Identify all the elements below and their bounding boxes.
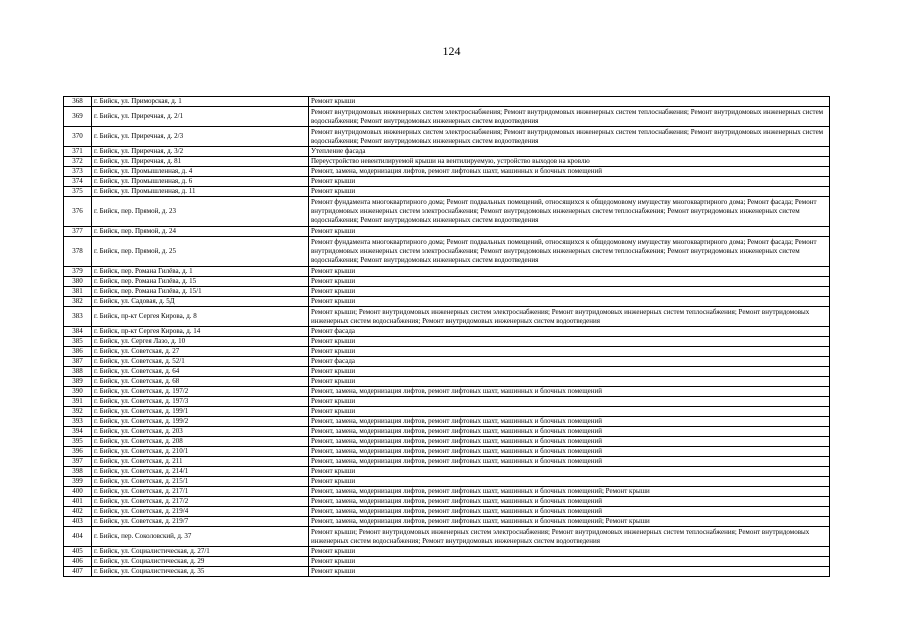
row-number: 369 — [64, 107, 92, 127]
work-type-cell: Ремонт фундамента многоквартирного дома; Ремонт подвальных помещений, относящихся к общедомовому имуществу многоквартирного дома; Ремонт фасада; Ремонт внутридомовых инженерных систем электроснабжения; Ремонт внутридомовых инженерных систем теплоснабжения; Ремонт внутридомовых инженерных систем водоснабжения; Ремонт внутридомовых инженерных систем водоотведения — [309, 197, 830, 227]
table-row — [64, 397, 830, 407]
table-row — [64, 547, 830, 557]
table-row — [64, 327, 830, 337]
address-cell: г. Бийск, ул. Промышленная, д. 11 — [92, 187, 309, 197]
table-body — [64, 97, 830, 577]
row-number: 399 — [64, 477, 92, 487]
address-cell: г. Бийск, ул. Советская, д. 214/1 — [92, 467, 309, 477]
address-cell: г. Бийск, ул. Советская, д. 210/1 — [92, 447, 309, 457]
work-type-cell: Ремонт крыши — [309, 297, 830, 307]
address-cell: г. Бийск, ул. Сергея Лазо, д. 10 — [92, 337, 309, 347]
work-type-cell: Ремонт крыши — [309, 337, 830, 347]
page-number: 124 — [442, 44, 461, 58]
work-type-cell: Ремонт крыши — [309, 97, 830, 107]
table-row — [64, 367, 830, 377]
row-number: 403 — [64, 517, 92, 527]
address-cell: г. Бийск, ул. Социалистическая, д. 27/1 — [92, 547, 309, 557]
address-cell: г. Бийск, ул. Советская, д. 217/1 — [92, 487, 309, 497]
work-type-cell: Ремонт крыши; Ремонт внутридомовых инженерных систем электроснабжения; Ремонт внутридомовых инженерных систем теплоснабжения; Ремонт внутридомовых инженерных систем водоснабжения; Ремонт внутридомовых инженерных систем водоотведения — [309, 307, 830, 327]
work-type-cell: Ремонт фундамента многоквартирного дома; Ремонт подвальных помещений, относящихся к общедомовому имуществу многоквартирного дома; Ремонт фасада; Ремонт внутридомовых инженерных систем электроснабжения; Ремонт внутридомовых инженерных систем теплоснабжения; Ремонт внутридомовых инженерных систем водоснабжения; Ремонт внутридомовых инженерных систем водоотведения — [309, 237, 830, 267]
address-cell: г. Бийск, ул. Советская, д. 197/2 — [92, 387, 309, 397]
address-cell: г. Бийск, пер. Романа Гилёва, д. 1 — [92, 267, 309, 277]
address-cell: г. Бийск, ул. Садовая, д. 5Д — [92, 297, 309, 307]
row-number: 405 — [64, 547, 92, 557]
table-row — [64, 407, 830, 417]
address-cell: г. Бийск, ул. Советская, д. 211 — [92, 457, 309, 467]
table-row — [64, 107, 830, 127]
work-type-cell: Ремонт, замена, модернизация лифтов, ремонт лифтовых шахт, машинных и блочных помещений — [309, 497, 830, 507]
address-cell: г. Бийск, ул. Промышленная, д. 4 — [92, 167, 309, 177]
row-number: 371 — [64, 147, 92, 157]
table-row — [64, 437, 830, 447]
row-number: 374 — [64, 177, 92, 187]
row-number: 379 — [64, 267, 92, 277]
work-type-cell: Ремонт фасада — [309, 357, 830, 367]
row-number: 370 — [64, 127, 92, 147]
table-row — [64, 377, 830, 387]
row-number: 373 — [64, 167, 92, 177]
table-row — [64, 307, 830, 327]
table-row — [64, 167, 830, 177]
row-number: 397 — [64, 457, 92, 467]
address-cell: г. Бийск, пер. Романа Гилёва, д. 15/1 — [92, 287, 309, 297]
address-cell: г. Бийск, пер. Соколовский, д. 37 — [92, 527, 309, 547]
work-type-cell: Ремонт крыши — [309, 547, 830, 557]
work-type-cell: Ремонт, замена, модернизация лифтов, ремонт лифтовых шахт, машинных и блочных помещений — [309, 387, 830, 397]
work-type-cell: Ремонт, замена, модернизация лифтов, ремонт лифтовых шахт, машинных и блочных помещений — [309, 447, 830, 457]
table-row — [64, 527, 830, 547]
row-number: 401 — [64, 497, 92, 507]
work-type-cell: Ремонт, замена, модернизация лифтов, ремонт лифтовых шахт, машинных и блочных помещений — [309, 437, 830, 447]
row-number: 384 — [64, 327, 92, 337]
table-row — [64, 387, 830, 397]
address-cell: г. Бийск, ул. Советская, д. 199/1 — [92, 407, 309, 417]
row-number: 378 — [64, 237, 92, 267]
work-type-cell: Ремонт внутридомовых инженерных систем электроснабжения; Ремонт внутридомовых инженерных систем теплоснабжения; Ремонт внутридомовых инженерных систем водоснабжения; Ремонт внутридомовых инженерных систем водоотведения — [309, 127, 830, 147]
table-row — [64, 267, 830, 277]
table-row — [64, 237, 830, 267]
work-type-cell: Ремонт крыши — [309, 347, 830, 357]
table-row — [64, 357, 830, 367]
address-cell: г. Бийск, ул. Советская, д. 197/3 — [92, 397, 309, 407]
address-cell: г. Бийск, ул. Приречная, д. 2/3 — [92, 127, 309, 147]
address-cell: г. Бийск, пер. Прямой, д. 24 — [92, 227, 309, 237]
address-cell: г. Бийск, ул. Промышленная, д. 6 — [92, 177, 309, 187]
row-number: 380 — [64, 277, 92, 287]
address-cell: г. Бийск, ул. Социалистическая, д. 29 — [92, 557, 309, 567]
row-number: 404 — [64, 527, 92, 547]
work-type-cell: Утепление фасада — [309, 147, 830, 157]
table-row — [64, 417, 830, 427]
row-number: 377 — [64, 227, 92, 237]
work-type-cell: Ремонт крыши — [309, 407, 830, 417]
row-number: 381 — [64, 287, 92, 297]
table-row — [64, 517, 830, 527]
work-type-cell: Ремонт крыши — [309, 277, 830, 287]
row-number: 395 — [64, 437, 92, 447]
row-number: 376 — [64, 197, 92, 227]
work-type-cell: Ремонт крыши — [309, 477, 830, 487]
row-number: 396 — [64, 447, 92, 457]
row-number: 387 — [64, 357, 92, 367]
row-number: 372 — [64, 157, 92, 167]
work-type-cell: Ремонт, замена, модернизация лифтов, ремонт лифтовых шахт, машинных и блочных помещений; Ремонт крыши — [309, 517, 830, 527]
row-number: 391 — [64, 397, 92, 407]
table-row — [64, 487, 830, 497]
work-type-cell: Ремонт крыши — [309, 187, 830, 197]
row-number: 402 — [64, 507, 92, 517]
work-type-cell: Ремонт фасада — [309, 327, 830, 337]
address-cell: г. Бийск, пер. Прямой, д. 25 — [92, 237, 309, 267]
table-row — [64, 557, 830, 567]
work-type-cell: Ремонт, замена, модернизация лифтов, ремонт лифтовых шахт, машинных и блочных помещений; Ремонт крыши — [309, 487, 830, 497]
table-row — [64, 477, 830, 487]
row-number: 398 — [64, 467, 92, 477]
table-row — [64, 467, 830, 477]
row-number: 388 — [64, 367, 92, 377]
row-number: 375 — [64, 187, 92, 197]
work-type-cell: Ремонт крыши — [309, 367, 830, 377]
table-row — [64, 447, 830, 457]
address-cell: г. Бийск, ул. Советская, д. 52/1 — [92, 357, 309, 367]
address-cell: г. Бийск, ул. Советская, д. 27 — [92, 347, 309, 357]
row-number: 389 — [64, 377, 92, 387]
table-row — [64, 567, 830, 577]
table-row — [64, 197, 830, 227]
work-type-cell: Ремонт, замена, модернизация лифтов, ремонт лифтовых шахт, машинных и блочных помещений — [309, 167, 830, 177]
address-cell: г. Бийск, ул. Советская, д. 219/7 — [92, 517, 309, 527]
row-number: 392 — [64, 407, 92, 417]
table-row — [64, 347, 830, 357]
table-row — [64, 297, 830, 307]
work-type-cell: Ремонт крыши — [309, 177, 830, 187]
row-number: 386 — [64, 347, 92, 357]
work-type-cell: Ремонт крыши — [309, 467, 830, 477]
address-cell: г. Бийск, пр-кт Сергея Кирова, д. 14 — [92, 327, 309, 337]
row-number: 382 — [64, 297, 92, 307]
table-row — [64, 127, 830, 147]
address-cell: г. Бийск, ул. Советская, д. 203 — [92, 427, 309, 437]
row-number: 390 — [64, 387, 92, 397]
work-type-cell: Ремонт крыши — [309, 377, 830, 387]
repair-register-table — [63, 96, 830, 577]
table-row — [64, 507, 830, 517]
table-row — [64, 497, 830, 507]
address-cell: г. Бийск, ул. Советская, д. 199/2 — [92, 417, 309, 427]
row-number: 385 — [64, 337, 92, 347]
address-cell: г. Бийск, ул. Советская, д. 217/2 — [92, 497, 309, 507]
address-cell: г. Бийск, пер. Прямой, д. 23 — [92, 197, 309, 227]
work-type-cell: Переустройство невентилируемой крыши на вентилируемую, устройство выходов на кровлю — [309, 157, 830, 167]
row-number: 383 — [64, 307, 92, 327]
work-type-cell: Ремонт внутридомовых инженерных систем электроснабжения; Ремонт внутридомовых инженерных систем теплоснабжения; Ремонт внутридомовых инженерных систем водоснабжения; Ремонт внутридомовых инженерных систем водоотведения — [309, 107, 830, 127]
work-type-cell: Ремонт крыши — [309, 397, 830, 407]
address-cell: г. Бийск, ул. Советская, д. 219/4 — [92, 507, 309, 517]
row-number: 393 — [64, 417, 92, 427]
address-cell: г. Бийск, ул. Приречная, д. 3/2 — [92, 147, 309, 157]
table-row — [64, 177, 830, 187]
work-type-cell: Ремонт, замена, модернизация лифтов, ремонт лифтовых шахт, машинных и блочных помещений — [309, 457, 830, 467]
address-cell: г. Бийск, ул. Социалистическая, д. 35 — [92, 567, 309, 577]
table-row — [64, 157, 830, 167]
address-cell: г. Бийск, пер. Романа Гилёва, д. 15 — [92, 277, 309, 287]
table-row — [64, 147, 830, 157]
work-type-cell: Ремонт, замена, модернизация лифтов, ремонт лифтовых шахт, машинных и блочных помещений — [309, 427, 830, 437]
table-row — [64, 337, 830, 347]
work-type-cell: Ремонт крыши — [309, 557, 830, 567]
table-row — [64, 427, 830, 437]
address-cell: г. Бийск, ул. Советская, д. 64 — [92, 367, 309, 377]
work-type-cell: Ремонт крыши; Ремонт внутридомовых инженерных систем электроснабжения; Ремонт внутридомовых инженерных систем теплоснабжения; Ремонт внутридомовых инженерных систем водоснабжения; Ремонт внутридомовых инженерных систем водоотведения — [309, 527, 830, 547]
work-type-cell: Ремонт крыши — [309, 227, 830, 237]
work-type-cell: Ремонт, замена, модернизация лифтов, ремонт лифтовых шахт, машинных и блочных помещений — [309, 507, 830, 517]
table-row — [64, 227, 830, 237]
work-type-cell: Ремонт крыши — [309, 267, 830, 277]
address-cell: г. Бийск, пр-кт Сергея Кирова, д. 8 — [92, 307, 309, 327]
row-number: 400 — [64, 487, 92, 497]
work-type-cell: Ремонт крыши — [309, 287, 830, 297]
table-row — [64, 277, 830, 287]
row-number: 407 — [64, 567, 92, 577]
address-cell: г. Бийск, ул. Приморская, д. 1 — [92, 97, 309, 107]
address-cell: г. Бийск, ул. Советская, д. 215/1 — [92, 477, 309, 487]
row-number: 394 — [64, 427, 92, 437]
address-cell: г. Бийск, ул. Советская, д. 208 — [92, 437, 309, 447]
table-row — [64, 457, 830, 467]
address-cell: г. Бийск, ул. Приречная, д. 2/1 — [92, 107, 309, 127]
address-cell: г. Бийск, ул. Советская, д. 68 — [92, 377, 309, 387]
row-number: 368 — [64, 97, 92, 107]
work-type-cell: Ремонт, замена, модернизация лифтов, ремонт лифтовых шахт, машинных и блочных помещений — [309, 417, 830, 427]
table-row — [64, 187, 830, 197]
table-row — [64, 287, 830, 297]
row-number: 406 — [64, 557, 92, 567]
work-type-cell: Ремонт крыши — [309, 567, 830, 577]
address-cell: г. Бийск, ул. Приречная, д. 81 — [92, 157, 309, 167]
table-row — [64, 97, 830, 107]
